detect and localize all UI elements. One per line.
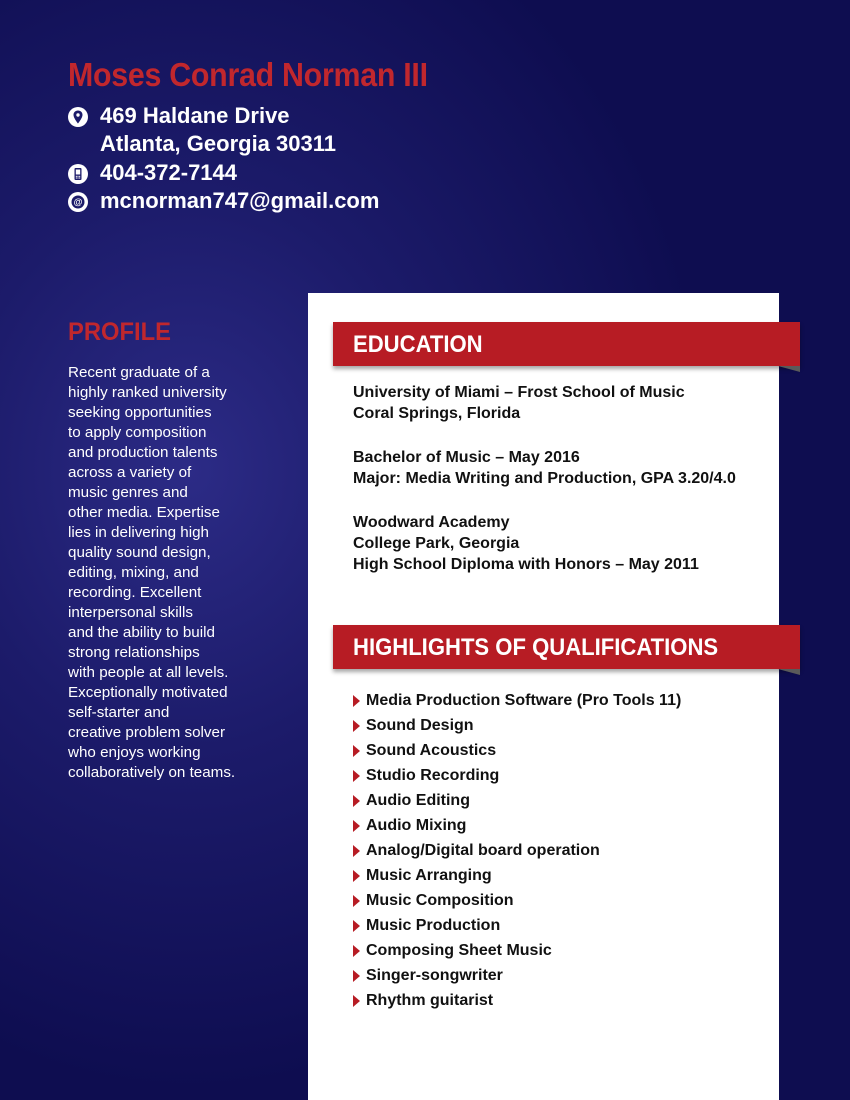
education-line: Major: Media Writing and Production, GPA 3.20/4.0 [353, 470, 736, 487]
list-item [353, 888, 681, 913]
profile-line: music genres and [68, 484, 188, 501]
list-item [353, 963, 681, 988]
phone-icon [68, 164, 88, 184]
profile-heading: PROFILE [68, 318, 171, 346]
address-line-1: 469 Haldane Drive [100, 103, 290, 128]
list-item [353, 863, 681, 888]
qualification-label: Composing Sheet Music [366, 942, 552, 959]
qualification-label: Music Composition [366, 892, 514, 909]
address-line-2: Atlanta, Georgia 30311 [100, 131, 336, 156]
profile-line: recording. Excellent [68, 584, 202, 601]
profile-line: lies in delivering high [68, 524, 209, 541]
bullet-arrow-icon [353, 720, 360, 732]
bullet-arrow-icon [353, 745, 360, 757]
svg-text:@: @ [73, 197, 83, 208]
education-line: Coral Springs, Florida [353, 405, 521, 422]
profile-text [68, 363, 258, 783]
profile-line: self-starter and [68, 704, 170, 721]
list-item [353, 938, 681, 963]
qualification-label: Music Production [366, 917, 501, 934]
qualifications-header-bar [333, 625, 800, 669]
profile-line: highly ranked university [68, 384, 227, 401]
profile-line: and production talents [68, 444, 218, 461]
profile-line: Exceptionally motivated [68, 684, 228, 701]
profile-line: Recent graduate of a [68, 364, 210, 381]
profile-line: across a variety of [68, 464, 192, 481]
profile-line: other media. Expertise [68, 504, 220, 521]
bullet-arrow-icon [353, 870, 360, 882]
list-item [353, 738, 681, 763]
profile-line: interpersonal skills [68, 604, 193, 621]
education-entry-highschool [353, 512, 699, 575]
profile-line: to apply composition [68, 424, 207, 441]
list-item [353, 788, 681, 813]
education-line: College Park, Georgia [353, 535, 520, 552]
bullet-arrow-icon [353, 695, 360, 707]
qualification-label: Media Production Software (Pro Tools 11) [366, 692, 682, 709]
education-line: University of Miami – Frost School of Music [353, 384, 685, 401]
list-item [353, 913, 681, 938]
list-item [353, 713, 681, 738]
bullet-arrow-icon [353, 770, 360, 782]
list-item [353, 688, 681, 713]
candidate-name: Moses Conrad Norman III [68, 56, 428, 93]
profile-line: and the ability to build [68, 624, 215, 641]
profile-line: collaboratively on teams. [68, 764, 236, 781]
education-header-bar [333, 322, 800, 366]
profile-line: seeking opportunities [68, 404, 212, 421]
list-item [353, 763, 681, 788]
bullet-arrow-icon [353, 995, 360, 1007]
at-email-icon [68, 192, 88, 212]
profile-line: strong relationships [68, 644, 200, 661]
education-heading: EDUCATION [353, 331, 483, 358]
phone-number: 404-372-7144 [100, 160, 238, 185]
qualification-label: Studio Recording [366, 767, 500, 784]
education-line: Woodward Academy [353, 514, 510, 531]
bullet-arrow-icon [353, 795, 360, 807]
qualification-label: Rhythm guitarist [366, 992, 494, 1009]
profile-line: quality sound design, [68, 544, 211, 561]
education-entry-degree [353, 447, 736, 489]
location-pin-icon [68, 107, 88, 127]
list-item [353, 838, 681, 863]
education-line: Bachelor of Music – May 2016 [353, 449, 580, 466]
qualifications-heading: HIGHLIGHTS OF QUALIFICATIONS [353, 634, 719, 661]
qualification-label: Audio Editing [366, 792, 470, 809]
list-item [353, 813, 681, 838]
bullet-arrow-icon [353, 970, 360, 982]
qualifications-list [353, 688, 681, 1013]
bullet-arrow-icon [353, 845, 360, 857]
qualification-label: Sound Design [366, 717, 474, 734]
bullet-arrow-icon [353, 945, 360, 957]
bullet-arrow-icon [353, 820, 360, 832]
qualification-label: Music Arranging [366, 867, 492, 884]
education-entry-university [353, 382, 685, 424]
profile-line: who enjoys working [68, 744, 201, 761]
qualification-label: Analog/Digital board operation [366, 842, 600, 859]
profile-line: with people at all levels. [68, 664, 229, 681]
profile-line: editing, mixing, and [68, 564, 199, 581]
bullet-arrow-icon [353, 920, 360, 932]
email-address: mcnorman747@gmail.com [100, 188, 380, 213]
education-line: High School Diploma with Honors – May 2011 [353, 556, 699, 573]
bullet-arrow-icon [353, 895, 360, 907]
qualification-label: Sound Acoustics [366, 742, 497, 759]
profile-line: creative problem solver [68, 724, 225, 741]
qualification-label: Singer-songwriter [366, 967, 503, 984]
qualification-label: Audio Mixing [366, 817, 467, 834]
list-item [353, 988, 681, 1013]
